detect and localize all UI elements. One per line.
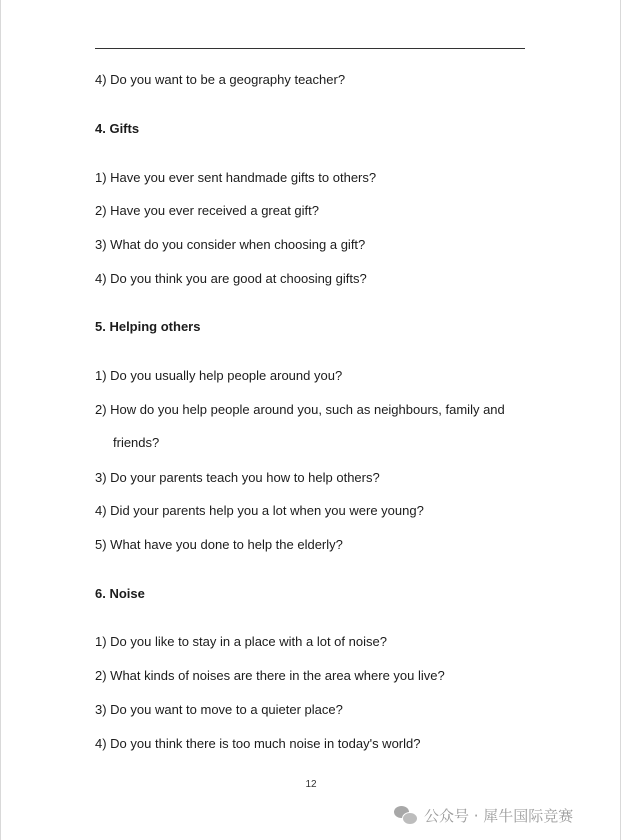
section-heading-gifts: 4. Gifts bbox=[95, 121, 140, 136]
top-rule bbox=[95, 48, 525, 49]
question-helping-2: 2) How do you help people around you, such as neighbours, family and bbox=[95, 402, 505, 417]
section-heading-noise: 6. Noise bbox=[95, 586, 145, 601]
question-noise-1: 1) Do you like to stay in a place with a lot of noise? bbox=[95, 634, 387, 649]
question-gifts-1: 1) Have you ever sent handmade gifts to others? bbox=[95, 170, 377, 185]
page-edge-right bbox=[620, 0, 621, 840]
section-heading-helping-others: 5. Helping others bbox=[95, 319, 201, 334]
question-noise-3: 3) Do you want to move to a quieter place? bbox=[95, 702, 343, 717]
page-number: 12 bbox=[305, 779, 317, 790]
question-gifts-2: 2) Have you ever received a great gift? bbox=[95, 203, 320, 218]
wechat-icon bbox=[394, 806, 418, 826]
page-edge-left bbox=[0, 0, 1, 840]
question-helping-5: 5) What have you done to help the elderly? bbox=[95, 537, 343, 552]
question-gifts-4: 4) Do you think you are good at choosing gifts? bbox=[95, 271, 367, 286]
question-noise-4: 4) Do you think there is too much noise in today's world? bbox=[95, 736, 421, 751]
question-gifts-3: 3) What do you consider when choosing a gift? bbox=[95, 237, 366, 252]
question-helping-3: 3) Do your parents teach you how to help others? bbox=[95, 470, 380, 485]
question-helping-1: 1) Do you usually help people around you? bbox=[95, 368, 343, 383]
question-helping-4: 4) Did your parents help you a lot when you were young? bbox=[95, 503, 424, 518]
question-noise-2: 2) What kinds of noises are there in the area where you live? bbox=[95, 668, 445, 683]
question-geography-4: 4) Do you want to be a geography teacher? bbox=[95, 72, 346, 87]
watermark bbox=[394, 805, 573, 826]
watermark-text: 公众号 · 犀牛国际竞赛 bbox=[424, 807, 574, 825]
question-helping-2-continued: friends? bbox=[113, 435, 160, 450]
